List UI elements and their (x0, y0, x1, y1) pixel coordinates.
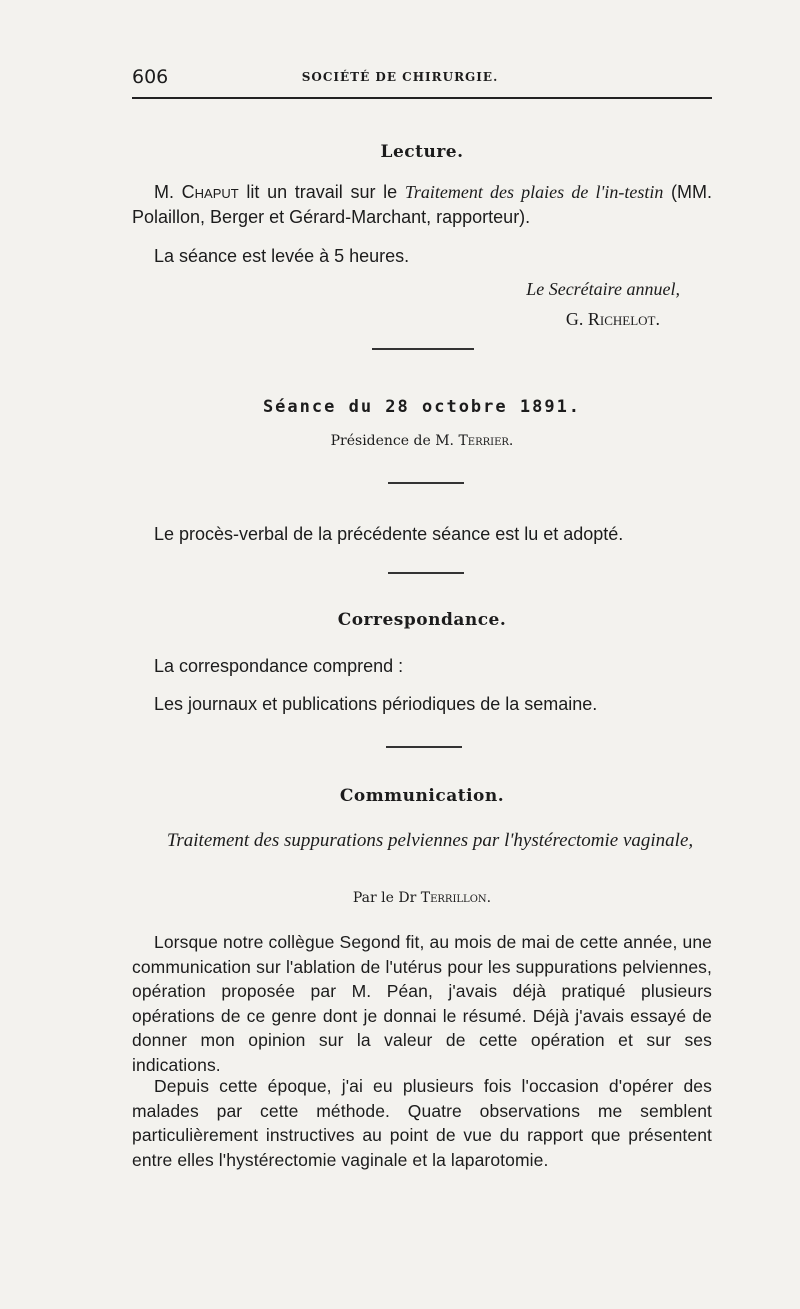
proces-verbal: Le procès-verbal de la précédente séance est lu et adopté. (154, 524, 624, 544)
lecture-heading: Lecture. (380, 142, 464, 162)
page-number: 606 (132, 66, 169, 88)
secretary-signature: Le Secrétaire annuel, G. Richelot. (132, 274, 680, 334)
header-rule (132, 97, 712, 99)
seance-title: Séance du 28 octobre 1891. (262, 397, 582, 417)
author-chaput: Chaput (181, 182, 239, 202)
running-title: SOCIÉTÉ DE CHIRURGIE. (301, 70, 499, 84)
correspondance-line: La correspondance comprend : (154, 656, 404, 676)
byline-author: Terrillon. (420, 890, 492, 906)
byline: Par le Dr Terrillon. (352, 890, 492, 906)
correspondance-line: Les journaux et publications périodiques de la semaine. (154, 694, 598, 714)
communication-heading: Communication. (339, 786, 505, 806)
section-divider (386, 746, 462, 748)
presidence-line: Présidence de M. Terrier. (330, 433, 514, 449)
body-paragraph: Depuis cette époque, j'ai eu plusieurs fois l'occasion d'opérer des malades par cette méthode. Quatre observations me semblent particulièrement instructives au point de vue du rapport que présentent entre elles l'hystérectomie vaginale et la laparotomie. (132, 1076, 712, 1170)
secretary-title: Le Secrétaire annuel, (526, 279, 680, 299)
section-divider (388, 572, 464, 574)
seance-closing: La séance est levée à 5 heures. (154, 246, 410, 266)
president-name: Terrier. (458, 433, 514, 449)
communication-title: Traitement des suppurations pelviennes par l'hystérectomie vaginale, (166, 830, 694, 851)
secretary-name: Richelot. (587, 309, 660, 329)
correspondance-heading: Correspondance. (337, 610, 507, 630)
body-paragraph: Lorsque notre collègue Segond fit, au mois de mai de cette année, une communication sur l'ablation de l'utérus pour les suppurations pelviennes, opération proposée par M. Péan, j'avais déjà pratiqué plusieurs opérations de ce genre dont je donnai le résumé. Déjà j'avais essayé de donner mon opinion sur la valeur de cette opération et sur ses indications. (132, 932, 712, 1075)
lecture-paragraph: M. Chaput lit un travail sur le Traitement des plaies de l'in-testin (MM. Polaillon, Berger et Gérard-Marchant, rapporteur). (132, 182, 712, 227)
section-divider (388, 482, 464, 484)
section-divider (372, 348, 474, 350)
work-title: Traitement des plaies de l'in-testin (404, 182, 664, 202)
